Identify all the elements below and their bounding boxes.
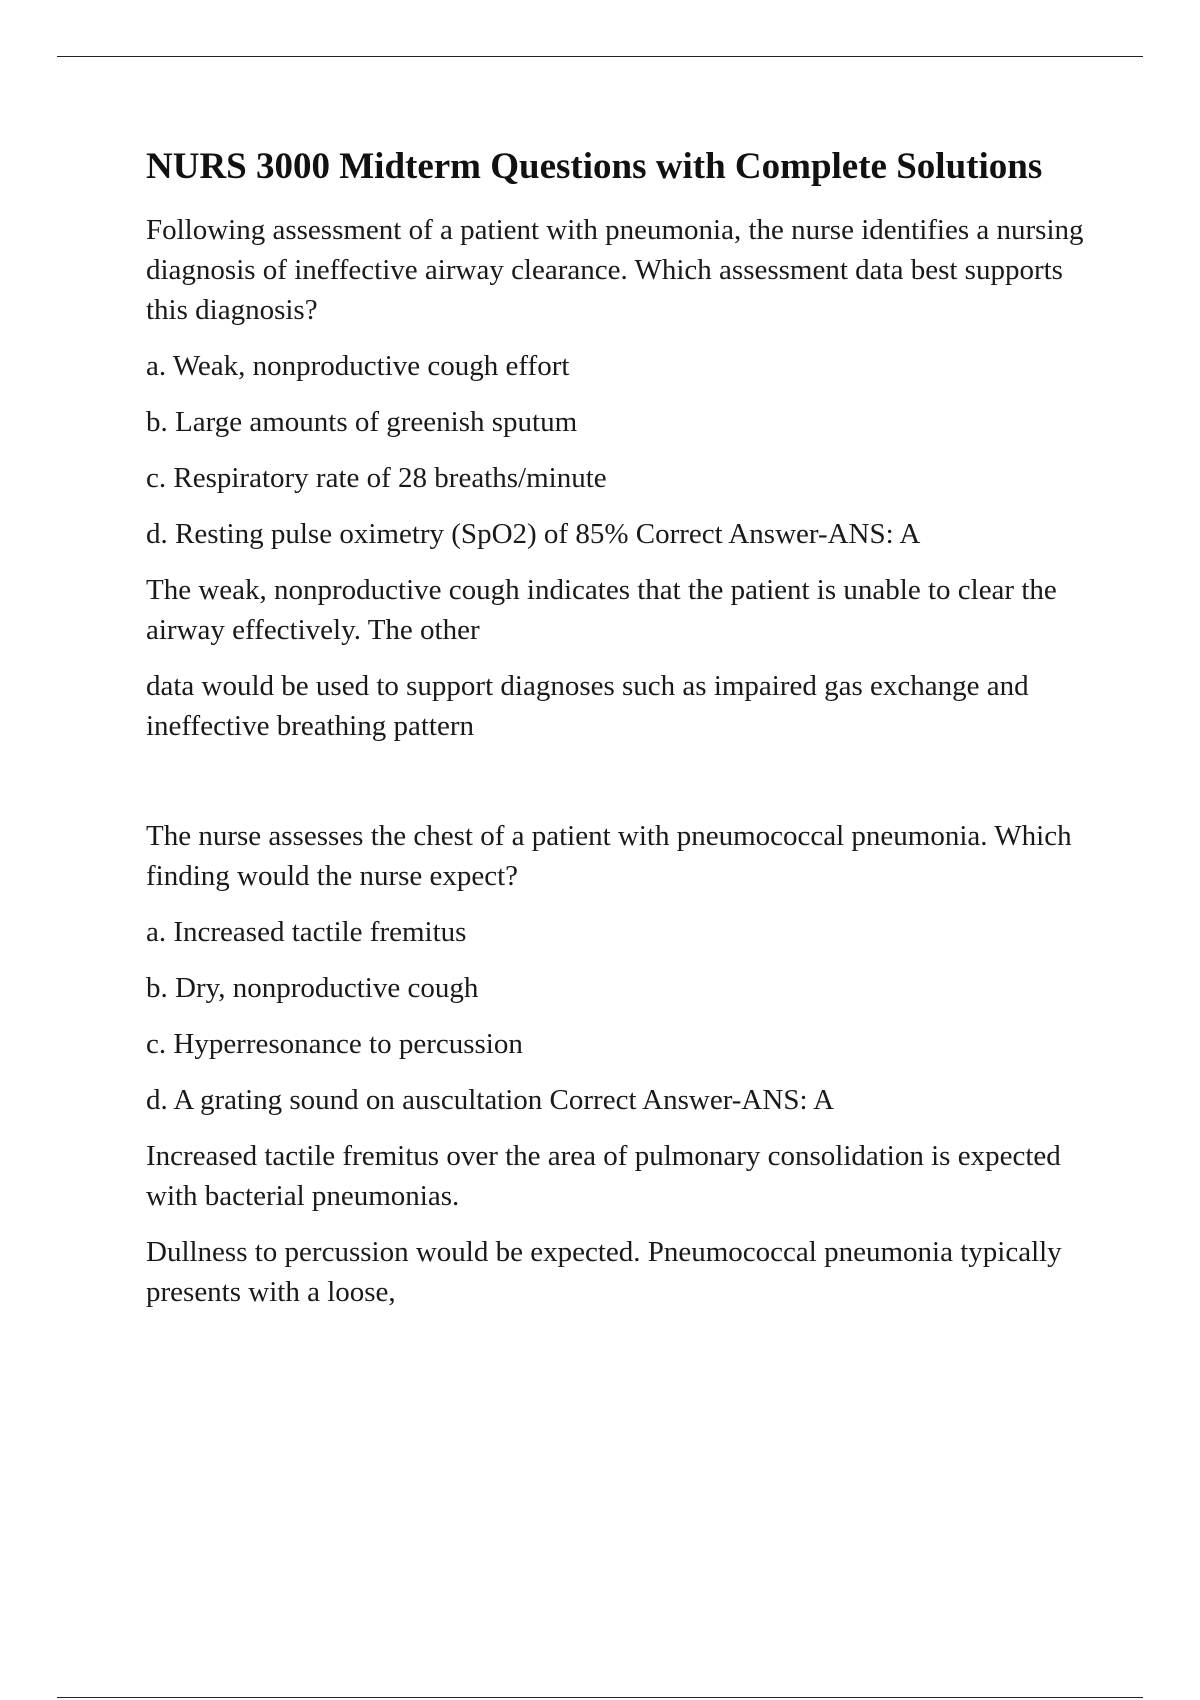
question-1 <box>146 210 1096 746</box>
answer-option-b: b. Large amounts of greenish sputum <box>146 406 578 438</box>
document-page <box>146 142 1096 1328</box>
rationale-paragraph: Increased tactile fremitus over the area of pulmonary consolidation is expected with bacterial pneumonias. <box>146 1140 1061 1212</box>
answer-option-d: d. A grating sound on auscultation Correct Answer-ANS: A <box>146 1084 835 1116</box>
question-stem: Following assessment of a patient with pneumonia, the nurse identifies a nursing diagnosis of ineffective airway clearance. Which assessment data best supports this diagnosis? <box>146 214 1084 326</box>
rationale-paragraph: Dullness to percussion would be expected. Pneumococcal pneumonia typically presents with a loose, <box>146 1236 1062 1308</box>
answer-option-d: d. Resting pulse oximetry (SpO2) of 85% Correct Answer-ANS: A <box>146 518 921 550</box>
question-stem: The nurse assesses the chest of a patient with pneumococcal pneumonia. Which finding would the nurse expect? <box>146 820 1072 892</box>
rationale-paragraph: The weak, nonproductive cough indicates that the patient is unable to clear the airway effectively. The other <box>146 574 1057 646</box>
answer-option-a: a. Increased tactile fremitus <box>146 916 467 948</box>
answer-option-c: c. Respiratory rate of 28 breaths/minute <box>146 462 607 494</box>
bottom-divider <box>57 1697 1143 1698</box>
answer-option-c: c. Hyperresonance to percussion <box>146 1028 523 1060</box>
top-divider <box>57 56 1143 57</box>
rationale-paragraph: data would be used to support diagnoses such as impaired gas exchange and ineffective breathing pattern <box>146 670 1029 742</box>
answer-option-a: a. Weak, nonproductive cough effort <box>146 350 570 382</box>
question-2 <box>146 816 1096 1312</box>
document-title: NURS 3000 Midterm Questions with Complete Solutions <box>146 146 1043 187</box>
answer-option-b: b. Dry, nonproductive cough <box>146 972 479 1004</box>
